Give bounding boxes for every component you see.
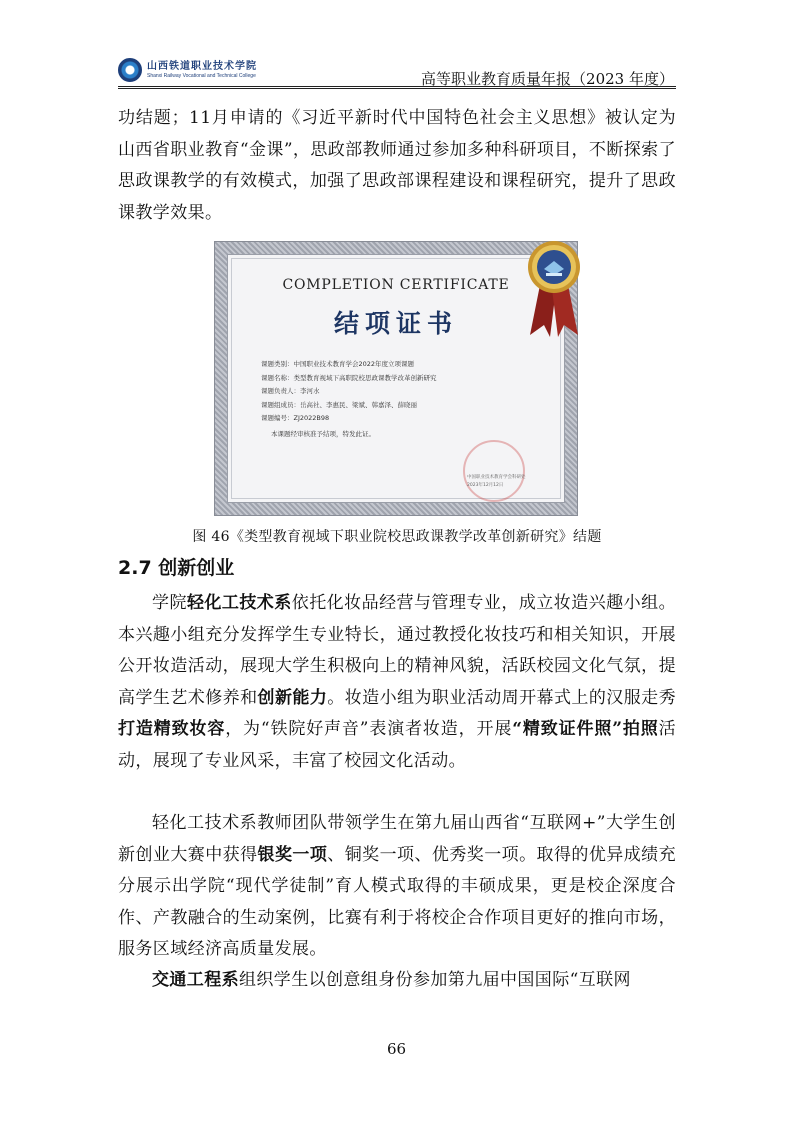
text-span: ，为“铁院好声音”表演者妆造，开展	[225, 719, 513, 739]
award-medal-icon	[526, 239, 582, 339]
logo-english-name: Shanxi Railway Vocational and Technical College	[147, 72, 256, 79]
college-emblem-icon	[118, 58, 142, 82]
certificate-details	[261, 358, 511, 441]
bold-span: 轻化工技术系	[186, 593, 292, 613]
text-span: 组织学生以创意组身份参加第九届中国国际“互联网	[239, 970, 631, 990]
certificate-issuer	[467, 474, 526, 490]
bold-span: 创新能力	[257, 687, 328, 708]
header-rule	[118, 86, 676, 89]
certificate-line: 课题编号：ZJ2022B98	[261, 414, 330, 422]
certificate-approval: 本课题经审核准予结项，特发此证。	[271, 429, 375, 438]
certificate-line: 课题类别：中国职业技术教育学会2022年度立项课题	[261, 360, 415, 368]
certificate-line: 课题名称：类型教育视域下高职院校思政课教学改革创新研究	[261, 373, 437, 382]
text-span: 学院	[152, 593, 187, 613]
page-number: 66	[386, 1040, 407, 1058]
bold-span: 交通工程系	[152, 970, 239, 990]
issuer-name: 中国职业技术教育学会科研处	[467, 475, 526, 480]
certificate-body	[227, 254, 565, 503]
figure-caption: 图 46《类型教育视域下职业院校思政课教学改革创新研究》结题	[192, 529, 602, 545]
certificate-title-en: COMPLETION CERTIFICATE	[282, 277, 510, 293]
text-span: 。妆造小组为职业活动周开幕式上的汉服走秀	[327, 687, 677, 708]
certificate-line: 课题负责人：李河水	[261, 387, 320, 395]
logo-chinese-name: 山西铁道职业技术学院	[147, 60, 257, 72]
bold-span: 银奖一项	[257, 844, 328, 865]
paragraph-3	[118, 808, 676, 966]
report-title: 高等职业教育质量年报（2023 年度）	[421, 70, 674, 88]
bold-span: “精致证件照”拍照	[512, 719, 659, 739]
text-span: 、铜奖一项、优秀奖一项。取得的优异成绩充分展示出学院“现代学徒制”育人模式取得的丰硕成果，更是校企深度合作、产教融合的生动案例，比赛有利于将校企合作项目更好的推向市场，服务区域经济高质量发展。	[118, 844, 677, 959]
bold-span: 打造精致妆容	[118, 719, 226, 739]
paragraph-4	[118, 965, 676, 997]
certificate-line: 课题组成员：岳高社、李惠民、梁斌、韩嘉泽、薛晓丽	[261, 400, 417, 409]
certificate-figure	[214, 241, 578, 516]
text-span: 活动，展现了专业风采，丰富了校园文化活动。	[118, 719, 676, 771]
official-seal-icon	[463, 440, 525, 502]
section-heading: 2.7 创新创业	[118, 557, 235, 579]
issue-date: 2023年12月12日	[467, 483, 504, 488]
text-span: 依托化妆品经营与管理专业，成立妆造兴趣小组。本兴趣小组充分发挥学生专业特长，通过教授化妆技巧和相关知识，开展公开妆造活动，展现大学生积极向上的精神风貌，活跃校园文化气氛，提高学生艺术修养和	[118, 593, 676, 708]
certificate-title-cn: 结项证书	[333, 309, 458, 338]
text-span: 轻化工技术系教师团队带领学生在第九届山西省“互联网+”大学生创新创业大赛中获得	[118, 813, 676, 865]
page-header	[118, 56, 676, 88]
paragraph-2	[118, 588, 676, 777]
college-logo	[118, 58, 257, 82]
paragraph-1: 功结题；11月申请的《习近平新时代中国特色社会主义思想》被认定为山西省职业教育“金课”，思政部教师通过参加多种科研项目，不断探索了思政课教学的有效模式，加强了思政部课程建设和课程研究，提升了思政课教学效果。	[118, 108, 676, 223]
